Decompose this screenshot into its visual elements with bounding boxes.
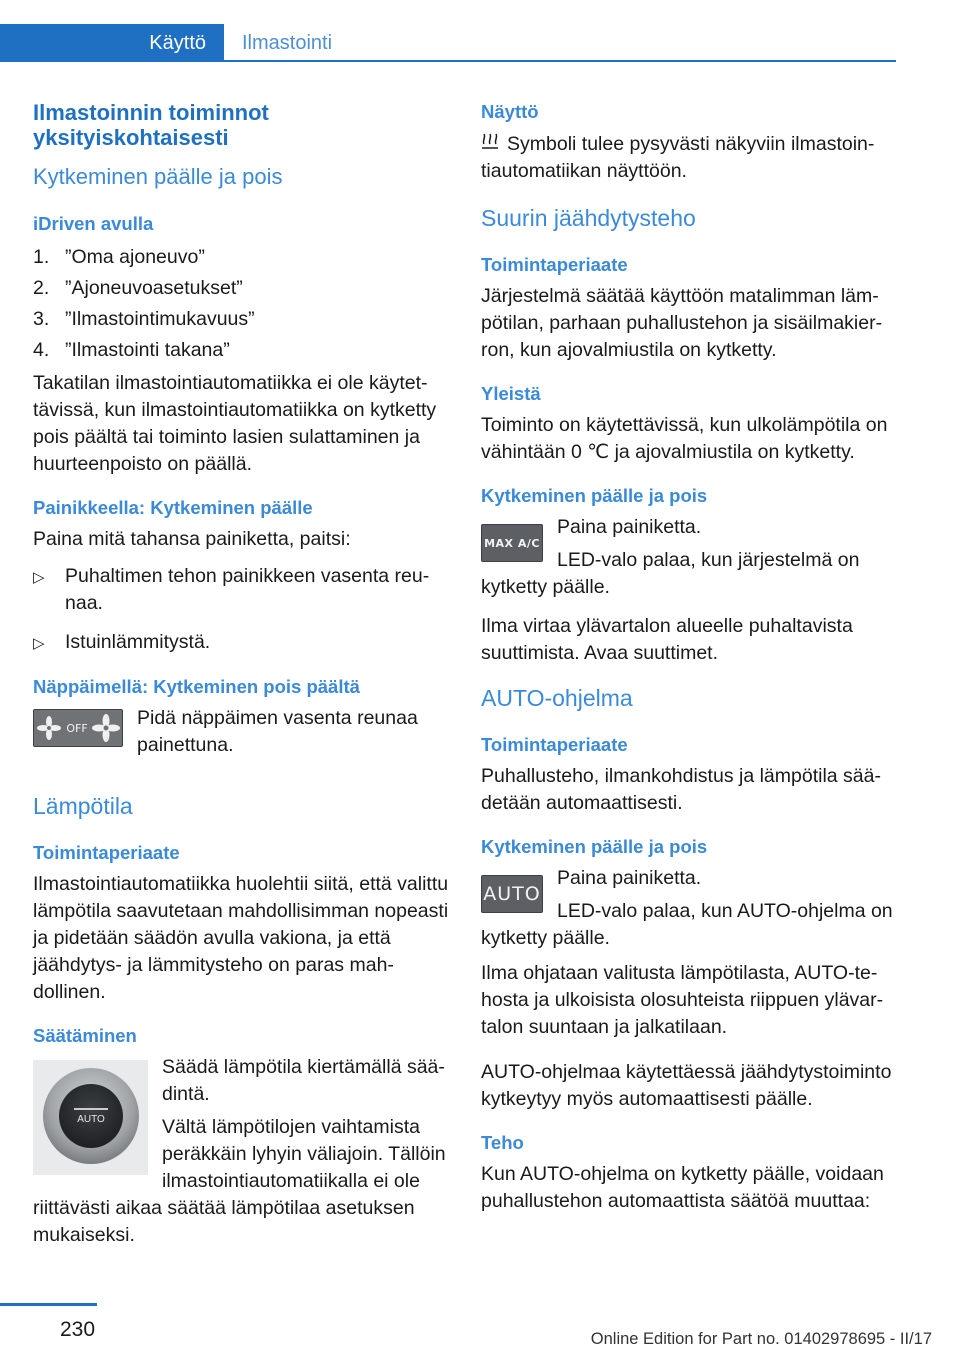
bullet-text: Puhaltimen tehon painikkeen vasenta reunaa. bbox=[65, 565, 430, 614]
max-ac-button-image bbox=[481, 524, 543, 562]
dial-icon bbox=[33, 1060, 148, 1175]
temp-principle-text: Ilmastointiautomatiikka huolehtii siitä, että valittu lämpötila saavutetaan mahdollisimman nopeasti ja pidetään säädön avulla vakiona, ja että jäähdytys- ja lämmitysteho on paras mahdollinen. bbox=[33, 873, 449, 1003]
auto-press-text: Paina painiketta. bbox=[557, 867, 702, 889]
subheading-max-principle: Toimintaperiaate bbox=[481, 254, 628, 275]
adjust-figure-row bbox=[33, 1054, 449, 1267]
edition-text: Online Edition for Part no. 01402978695 - II/17 bbox=[590, 1330, 932, 1348]
auto-figure-row bbox=[481, 865, 897, 952]
key-off-figure-row bbox=[33, 705, 449, 767]
footer-rule bbox=[0, 1303, 97, 1306]
step-number: 2. bbox=[33, 277, 50, 299]
step-text: ”Ajoneuvoasetukset” bbox=[65, 277, 243, 299]
fan-off-button-image bbox=[33, 709, 123, 747]
subheading-auto-principle: Toimintaperiaate bbox=[481, 734, 628, 755]
max-ac-figure-row bbox=[481, 514, 897, 601]
adjust-text-1: Säädä lämpötila kiertämällä säädintä. bbox=[162, 1056, 445, 1105]
left-column bbox=[33, 100, 449, 1267]
steps-note: Takatilan ilmastointiautomatiikka ei ole käytettävissä, kun ilmastointiautomatiikka on kytketty pois päältä tai toiminto lasien sulattaminen ja huurteenpoisto on päällä. bbox=[33, 372, 437, 475]
defrost-symbol-icon bbox=[481, 130, 499, 157]
list-item bbox=[33, 242, 449, 273]
key-off-text: Pidä näppäimen vasenta reunaa painettuna. bbox=[137, 707, 418, 756]
section-heading-auto: AUTO-ohjelma bbox=[481, 685, 633, 711]
max-led-text: LED-valo palaa, kun järjestelmä on kytketty päälle. bbox=[481, 549, 860, 598]
adjust-text-2: Vältä lämpötilojen vaihtamista peräkkäin lyhyin väliajoin. Tällöin ilmastointiautomatiikalla ei ole riittävästi aikaa säätää lämpötilaa asetuksen mukaiseksi. bbox=[33, 1116, 446, 1246]
subheading-adjust: Säätäminen bbox=[33, 1025, 137, 1046]
button-on-text: Paina mitä tahansa painiketta, paitsi: bbox=[33, 528, 351, 550]
list-item bbox=[33, 629, 449, 657]
chapter-tab[interactable]: Käyttö bbox=[0, 24, 224, 62]
auto-cooling-text: AUTO-ohjelmaa käytettäessä jäähdytystoiminto kytkeytyy myös automaattisesti päälle. bbox=[481, 1061, 892, 1110]
section-heading-onoff: Kytkeminen päälle ja pois bbox=[33, 164, 283, 189]
triangle-bullet-icon: ▷ bbox=[33, 569, 45, 586]
display-text bbox=[481, 130, 897, 185]
auto-button-image bbox=[481, 875, 543, 913]
power-text: Kun AUTO-ohjelma on kytketty päälle, voidaan puhallustehon automaattista säätöä muuttaa: bbox=[481, 1163, 884, 1212]
dial-line bbox=[74, 1108, 108, 1110]
subheading-auto-onoff: Kytkeminen päälle ja pois bbox=[481, 836, 708, 857]
list-item bbox=[33, 563, 449, 617]
display-description: Symboli tulee pysyvästi näkyviin ilmastointiautomatiikan näyttöön. bbox=[481, 133, 875, 182]
fan-large-icon bbox=[92, 714, 120, 742]
title-line-2: yksityiskohtaisesti bbox=[33, 125, 229, 150]
off-label: OFF bbox=[66, 721, 88, 735]
auto-principle-text: Puhallusteho, ilmankohdistus ja lämpötila säädetään automaattisesti. bbox=[481, 765, 881, 814]
subheading-idrive: iDriven avulla bbox=[33, 213, 154, 234]
dial-center bbox=[59, 1084, 123, 1148]
dial-auto-label: AUTO bbox=[77, 1113, 105, 1125]
subheading-display: Näyttö bbox=[481, 101, 539, 122]
steps-list bbox=[33, 242, 449, 366]
max-ac-icon: MAX A/C bbox=[481, 524, 543, 562]
page-title bbox=[33, 100, 449, 150]
subheading-temp-principle: Toimintaperiaate bbox=[33, 842, 180, 863]
exceptions-list bbox=[33, 563, 449, 657]
section-heading-max-cooling: Suurin jäähdytysteho bbox=[481, 205, 696, 231]
page-number: 230 bbox=[60, 1318, 96, 1341]
right-column bbox=[481, 100, 897, 1233]
auto-air-text: Ilma ohjataan valitusta lämpötilasta, AUTO-tehosta ja ulkoisista olosuhteista riippuen ylävartalon suuntaan ja jalkatilaan. bbox=[481, 962, 884, 1038]
step-number: 1. bbox=[33, 246, 50, 268]
fan-small-icon bbox=[36, 715, 62, 741]
subheading-button-on: Painikkeella: Kytkeminen päälle bbox=[33, 497, 313, 518]
step-text: ”Ilmastointi takana” bbox=[65, 339, 230, 361]
list-item bbox=[33, 335, 449, 366]
auto-icon: AUTO bbox=[481, 875, 543, 913]
subheading-power: Teho bbox=[481, 1132, 524, 1153]
step-text: ”Ilmastointimukavuus” bbox=[65, 308, 255, 330]
fan-off-icon bbox=[33, 709, 123, 747]
header-divider bbox=[224, 60, 896, 62]
step-text: ”Oma ajoneuvo” bbox=[65, 246, 205, 268]
bullet-text: Istuinlämmitystä. bbox=[65, 631, 211, 653]
step-number: 4. bbox=[33, 339, 50, 361]
subheading-max-onoff: Kytkeminen päälle ja pois bbox=[481, 485, 708, 506]
max-press-text: Paina painiketta. bbox=[557, 516, 702, 538]
title-line-1: Ilmastoinnin toiminnot bbox=[33, 100, 269, 125]
page-header bbox=[0, 0, 960, 64]
section-heading-temperature: Lämpötila bbox=[33, 793, 133, 819]
subheading-key-off: Näppäimellä: Kytkeminen pois päältä bbox=[33, 676, 360, 697]
temperature-dial-image bbox=[33, 1060, 148, 1175]
list-item bbox=[33, 273, 449, 304]
max-principle-text: Järjestelmä säätää käyttöön matalimman lämpötilan, parhaan puhallustehon ja sisäilmakierron, kun ajovalmiustila on kytketty. bbox=[481, 285, 883, 361]
subheading-general: Yleistä bbox=[481, 383, 541, 404]
step-number: 3. bbox=[33, 308, 50, 330]
triangle-bullet-icon: ▷ bbox=[33, 635, 45, 652]
section-tab[interactable]: Ilmastointi bbox=[242, 31, 333, 54]
max-air-text: Ilma virtaa ylävartalon alueelle puhaltavista suuttimista. Avaa suuttimet. bbox=[481, 615, 853, 664]
list-item bbox=[33, 304, 449, 335]
general-text: Toiminto on käytettävissä, kun ulkolämpötila on vähintään 0 ℃ ja ajovalmiustila on kytketty. bbox=[481, 414, 888, 463]
auto-led-text: LED-valo palaa, kun AUTO-ohjelma on kytketty päälle. bbox=[481, 900, 893, 949]
